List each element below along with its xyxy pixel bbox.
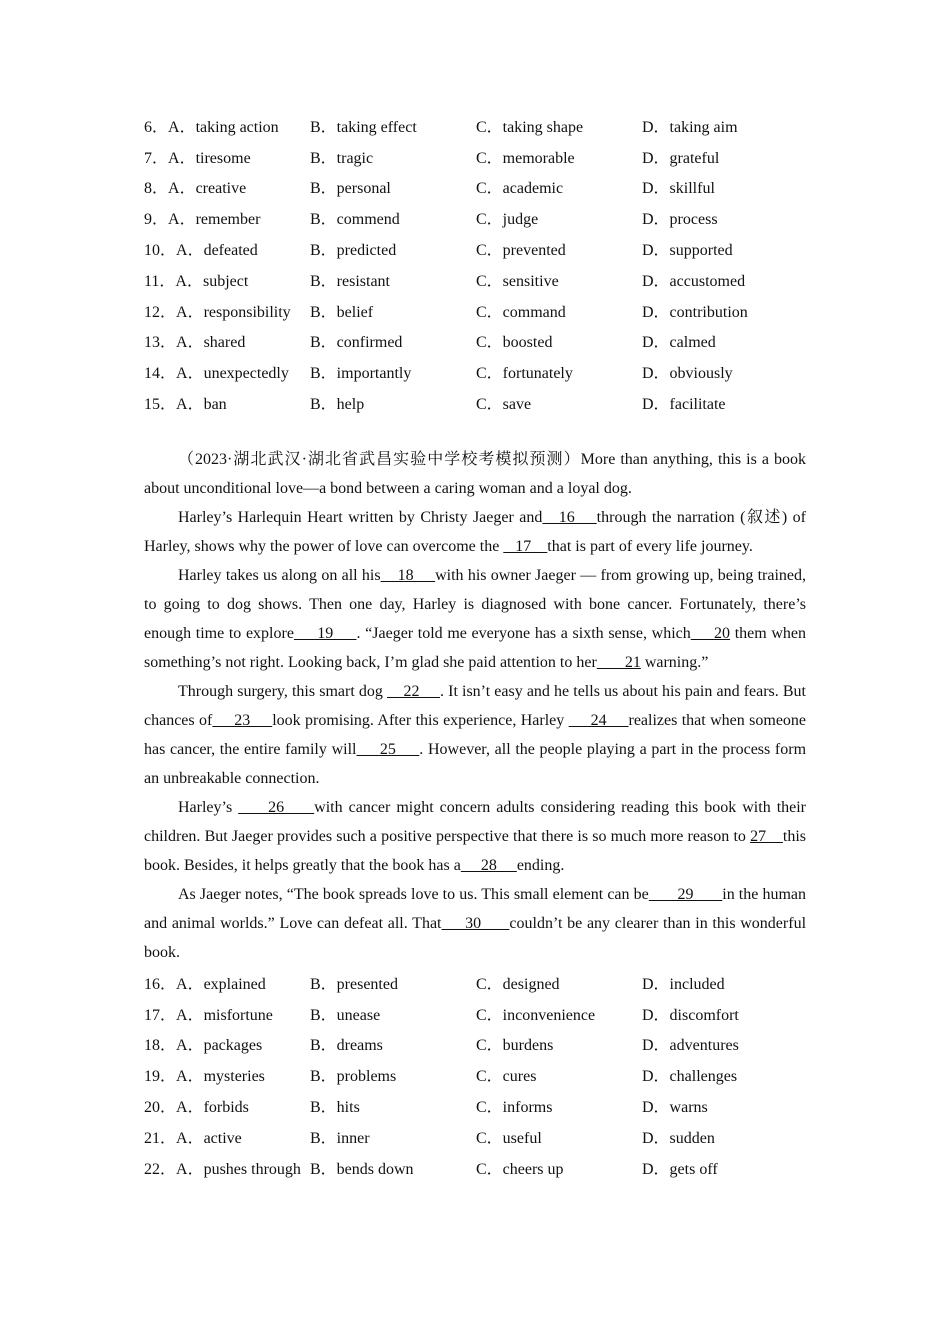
q-number: 21． — [144, 1129, 177, 1147]
option-row-22 — [144, 1152, 806, 1183]
q-number: 7． — [144, 149, 169, 167]
text: Harley’s — [178, 798, 239, 816]
option-a: A．ban — [176, 396, 227, 414]
option-a: A．misfortune — [176, 1006, 273, 1024]
option-row-6 — [144, 110, 806, 141]
text: As Jaeger notes, “The book spreads love to us. This small element can be — [178, 885, 649, 903]
option-a: A．tiresome — [168, 149, 251, 167]
option-c: C．judge — [476, 211, 539, 229]
option-c: C．designed — [476, 975, 560, 993]
option-c: C．fortunately — [476, 365, 573, 383]
option-a: A．shared — [176, 334, 246, 352]
passage-paragraph-2 — [144, 503, 806, 561]
text: realizes that when someone has cancer, the entire family will — [144, 711, 807, 758]
text: that is part of every life journey. — [547, 537, 753, 555]
q-number: 19． — [144, 1068, 177, 1086]
option-d: D．supported — [642, 242, 733, 260]
option-row-14 — [144, 356, 806, 387]
option-b: B．dreams — [310, 1037, 383, 1055]
option-row-9 — [144, 202, 806, 233]
passage-paragraph-4 — [144, 677, 806, 793]
option-d: D．calmed — [642, 334, 716, 352]
text: . However, all the people playing a part in the process form an unbreakable connection. — [144, 740, 807, 787]
option-a: A．active — [176, 1129, 242, 1147]
option-row-8 — [144, 172, 806, 203]
option-row-13 — [144, 326, 806, 357]
text: them when something’s not right. Looking back, I’m glad she paid attention to her — [144, 624, 806, 671]
option-a: A．pushes through — [176, 1160, 301, 1178]
text: couldn’t be any clearer than in this wonderful book. — [144, 914, 807, 961]
option-b: B．unease — [310, 1006, 381, 1024]
option-row-15 — [144, 387, 806, 418]
q-number: 10． — [144, 242, 177, 260]
q-number: 16． — [144, 975, 177, 993]
q-number: 18． — [144, 1037, 177, 1055]
option-c: C．prevented — [476, 242, 566, 260]
text: ending. — [516, 856, 565, 874]
option-c: C．academic — [476, 180, 564, 198]
option-a: A．explained — [176, 975, 266, 993]
option-c: C．taking shape — [476, 118, 584, 136]
options-table-6-15 — [144, 110, 806, 418]
text: . It isn’t easy and he tells us about his pain and fears. But chances of — [144, 682, 807, 729]
q-number: 8． — [144, 180, 169, 198]
option-d: D．process — [642, 211, 718, 229]
text: Harley takes us along on all his — [178, 566, 381, 584]
option-b: B．hits — [310, 1099, 360, 1117]
blank-24: 24 — [568, 711, 629, 729]
blank-29: 29 — [648, 885, 723, 903]
blank-26: 26 — [238, 798, 315, 816]
worksheet-page — [144, 110, 806, 1183]
option-d: D．contribution — [642, 303, 748, 321]
option-row-12 — [144, 295, 806, 326]
option-b: B．presented — [310, 975, 398, 993]
option-d: D．skillful — [642, 180, 715, 198]
blank-22: 22 — [387, 682, 441, 700]
text: Harley’s Harlequin Heart written by Christy Jaeger and — [178, 508, 543, 526]
blank-27: 27 — [750, 827, 783, 845]
q-number: 17． — [144, 1006, 177, 1024]
q-number: 22． — [144, 1160, 177, 1178]
passage-paragraph-3 — [144, 561, 806, 677]
option-b: B．predicted — [310, 242, 397, 260]
option-c: C．inconvenience — [476, 1006, 596, 1024]
q-number: 11． — [144, 272, 176, 290]
option-a: A．mysteries — [176, 1068, 265, 1086]
option-c: C．cheers up — [476, 1160, 564, 1178]
blank-30: 30 — [441, 914, 510, 932]
q-number: 15． — [144, 396, 177, 414]
option-c: C．informs — [476, 1099, 553, 1117]
option-a: A．defeated — [176, 242, 258, 260]
option-a: A．forbids — [176, 1099, 249, 1117]
option-row-11 — [144, 264, 806, 295]
option-b: B．resistant — [310, 272, 390, 290]
option-b: B．inner — [310, 1129, 370, 1147]
option-c: C．sensitive — [476, 272, 559, 290]
option-c: C．boosted — [476, 334, 553, 352]
blank-20: 20 — [690, 624, 731, 642]
option-d: D．sudden — [642, 1129, 715, 1147]
option-row-10 — [144, 233, 806, 264]
option-row-19 — [144, 1059, 806, 1090]
option-row-20 — [144, 1090, 806, 1121]
option-b: B．importantly — [310, 365, 412, 383]
option-row-21 — [144, 1121, 806, 1152]
option-a: A．taking action — [168, 118, 279, 136]
q-number: 13． — [144, 334, 177, 352]
source-and-intro: （2023·湖北武汉·湖北省武昌实验中学校考模拟预测）More than anything, this is a book about unconditional love—a bond between a caring woman and a loyal dog. — [144, 450, 806, 497]
passage-paragraph-5 — [144, 793, 806, 880]
options-table-16-22 — [144, 967, 806, 1183]
option-row-16 — [144, 967, 806, 998]
option-d: D．obviously — [642, 365, 733, 383]
option-d: D．accustomed — [642, 272, 746, 290]
option-a: A．subject — [175, 272, 249, 290]
option-c: C．burdens — [476, 1037, 554, 1055]
passage-paragraph-1 — [144, 445, 806, 503]
q-number: 20． — [144, 1099, 177, 1117]
cloze-passage — [144, 445, 806, 967]
option-a: A．remember — [168, 211, 261, 229]
option-c: C．useful — [476, 1129, 542, 1147]
text: . “Jaeger told me everyone has a sixth sense, which — [356, 624, 691, 642]
option-d: D．gets off — [642, 1160, 718, 1178]
option-b: B．bends down — [310, 1160, 414, 1178]
option-d: D．taking aim — [642, 118, 738, 136]
option-c: C．cures — [476, 1068, 537, 1086]
option-b: B．confirmed — [310, 334, 403, 352]
option-c: C．command — [476, 303, 566, 321]
q-number: 9． — [144, 211, 169, 229]
option-row-7 — [144, 141, 806, 172]
option-c: C．memorable — [476, 149, 575, 167]
option-a: A．creative — [168, 180, 247, 198]
option-d: D．challenges — [642, 1068, 738, 1086]
blank-21: 21 — [596, 653, 641, 671]
option-b: B．taking effect — [310, 118, 417, 136]
option-b: B．help — [310, 396, 365, 414]
option-b: B．personal — [310, 180, 391, 198]
option-a: A．responsibility — [176, 303, 291, 321]
blank-18: 18 — [380, 566, 436, 584]
option-b: B．commend — [310, 211, 400, 229]
blank-19: 19 — [293, 624, 357, 642]
option-b: B．tragic — [310, 149, 374, 167]
option-b: B．problems — [310, 1068, 397, 1086]
option-a: A．unexpectedly — [176, 365, 289, 383]
text: warning.” — [640, 653, 709, 671]
blank-23: 23 — [212, 711, 273, 729]
text: in the human and animal worlds.” Love can defeat all. That — [144, 885, 807, 932]
option-d: D．included — [642, 975, 725, 993]
passage-paragraph-6 — [144, 880, 806, 967]
text: with his owner Jaeger — from growing up, being trained, to going to dog shows. Then one day, Harley is diagnosed with bone cancer. Fortunately, there’s enough time to explore — [144, 566, 807, 642]
text: this book. Besides, it helps greatly that the book has a — [144, 827, 807, 874]
blank-17: 17 — [503, 537, 548, 555]
option-d: D．discomfort — [642, 1006, 739, 1024]
q-number: 14． — [144, 365, 177, 383]
option-c: C．save — [476, 396, 532, 414]
option-a: A．packages — [176, 1037, 263, 1055]
blank-25: 25 — [356, 740, 420, 758]
text: Through surgery, this smart dog — [178, 682, 387, 700]
text: look promising. After this experience, Harley — [272, 711, 569, 729]
q-number: 6． — [144, 118, 169, 136]
option-d: D．warns — [642, 1099, 708, 1117]
option-row-17 — [144, 998, 806, 1029]
text: through the narration (叙述) of Harley, shows why the power of love can overcome the — [144, 508, 807, 555]
option-b: B．belief — [310, 303, 374, 321]
option-d: D．grateful — [642, 149, 720, 167]
option-d: D．adventures — [642, 1037, 739, 1055]
blank-16: 16 — [542, 508, 597, 526]
option-d: D．facilitate — [642, 396, 726, 414]
blank-28: 28 — [460, 856, 517, 874]
q-number: 12． — [144, 303, 177, 321]
option-row-18 — [144, 1029, 806, 1060]
text: with cancer might concern adults considering reading this book with their children. But Jaeger provides such a positive perspective that there is so much more reason to — [144, 798, 807, 845]
